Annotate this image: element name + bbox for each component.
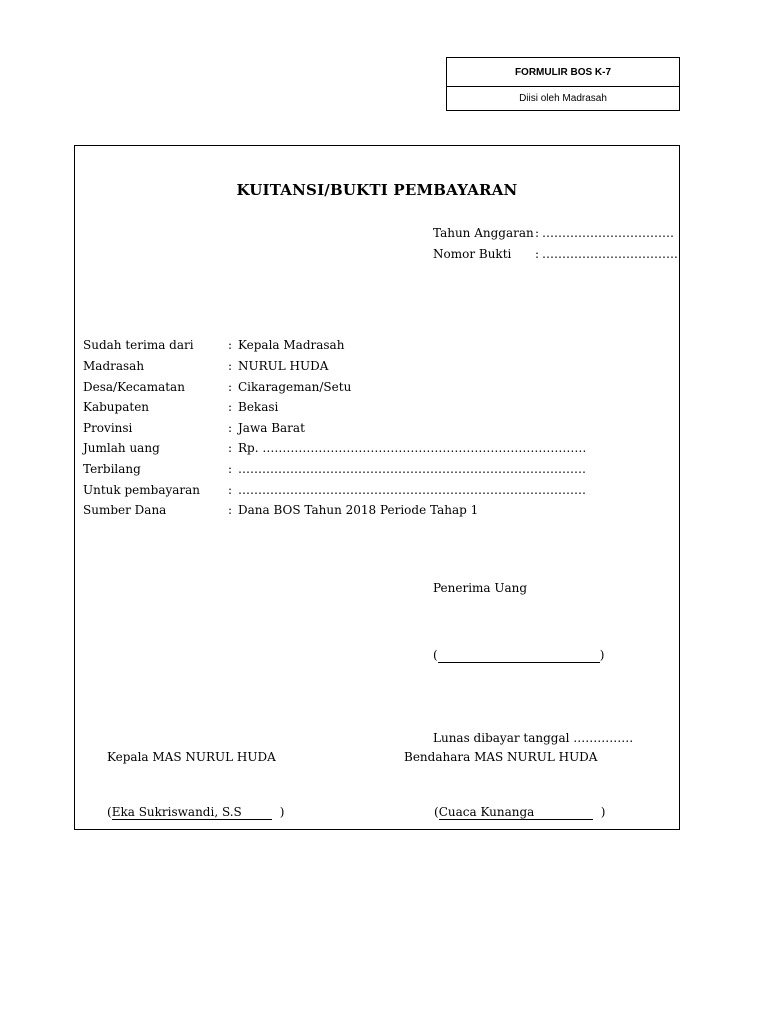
- receiver-signature-line: [433, 648, 604, 663]
- field-colon: :: [228, 503, 233, 517]
- field-value: NURUL HUDA: [238, 359, 329, 373]
- field-value: Jawa Barat: [238, 421, 305, 435]
- treasurer-title: Bendahara MAS NURUL HUDA: [404, 750, 598, 764]
- field-label: Desa/Kecamatan: [83, 380, 185, 394]
- field-colon: :: [228, 338, 233, 352]
- budget-year-colon: :: [535, 226, 540, 240]
- receipt-number-value: …………………………….: [542, 247, 678, 261]
- field-colon: :: [228, 462, 233, 476]
- budget-year-value: ……………………………: [542, 226, 674, 240]
- head-signature: [107, 805, 284, 820]
- receipt-title: KUITANSI/BUKTI PEMBAYARAN: [236, 181, 518, 199]
- field-label: Provinsi: [83, 421, 133, 435]
- field-label: Untuk pembayaran: [83, 483, 201, 497]
- field-label: Sumber Dana: [83, 503, 167, 517]
- budget-year-label: Tahun Anggaran: [433, 226, 534, 240]
- receiver-label: Penerima Uang: [433, 581, 528, 595]
- signature-close-paren: ): [279, 805, 285, 819]
- field-value: Rp. ………………………………………………………………………: [238, 441, 587, 455]
- field-value: Bekasi: [238, 400, 279, 414]
- receipt-number-label: Nomor Bukti: [433, 247, 512, 261]
- treasurer-name: Cuaca Kunanga: [439, 805, 593, 820]
- field-value: ……………………………………………………………………………: [238, 462, 586, 476]
- field-value: Kepala Madrasah: [238, 338, 345, 352]
- form-note: Diisi oleh Madrasah: [519, 93, 607, 104]
- head-name: Eka Sukriswandi, S.S: [112, 805, 272, 820]
- paid-date: Lunas dibayar tanggal ……………: [433, 731, 634, 745]
- signature-close-paren: ): [599, 648, 605, 662]
- field-colon: :: [228, 359, 233, 373]
- receipt-number-colon: :: [535, 247, 540, 261]
- field-label: Madrasah: [83, 359, 145, 373]
- field-colon: :: [228, 483, 233, 497]
- signature-close-paren: ): [600, 805, 606, 819]
- field-colon: :: [228, 441, 233, 455]
- field-value: ……………………………………………………………………………: [238, 483, 586, 497]
- field-label: Sudah terima dari: [83, 338, 194, 352]
- signature-underline: [438, 648, 600, 663]
- field-label: Jumlah uang: [83, 441, 160, 455]
- signature-open-paren: (: [433, 648, 438, 662]
- field-label: Kabupaten: [83, 400, 150, 414]
- field-colon: :: [228, 400, 233, 414]
- field-value: Dana BOS Tahun 2018 Periode Tahap 1: [238, 503, 479, 517]
- form-code-box: [446, 57, 680, 111]
- field-colon: :: [228, 421, 233, 435]
- signature-open-paren: (: [434, 805, 439, 819]
- form-code: FORMULIR BOS K-7: [447, 58, 679, 87]
- field-label: Terbilang: [83, 462, 141, 476]
- field-value: Cikarageman/Setu: [238, 380, 352, 394]
- head-title: Kepala MAS NURUL HUDA: [107, 750, 276, 764]
- field-colon: :: [228, 380, 233, 394]
- treasurer-signature: [434, 805, 605, 820]
- signature-open-paren: (: [107, 805, 112, 819]
